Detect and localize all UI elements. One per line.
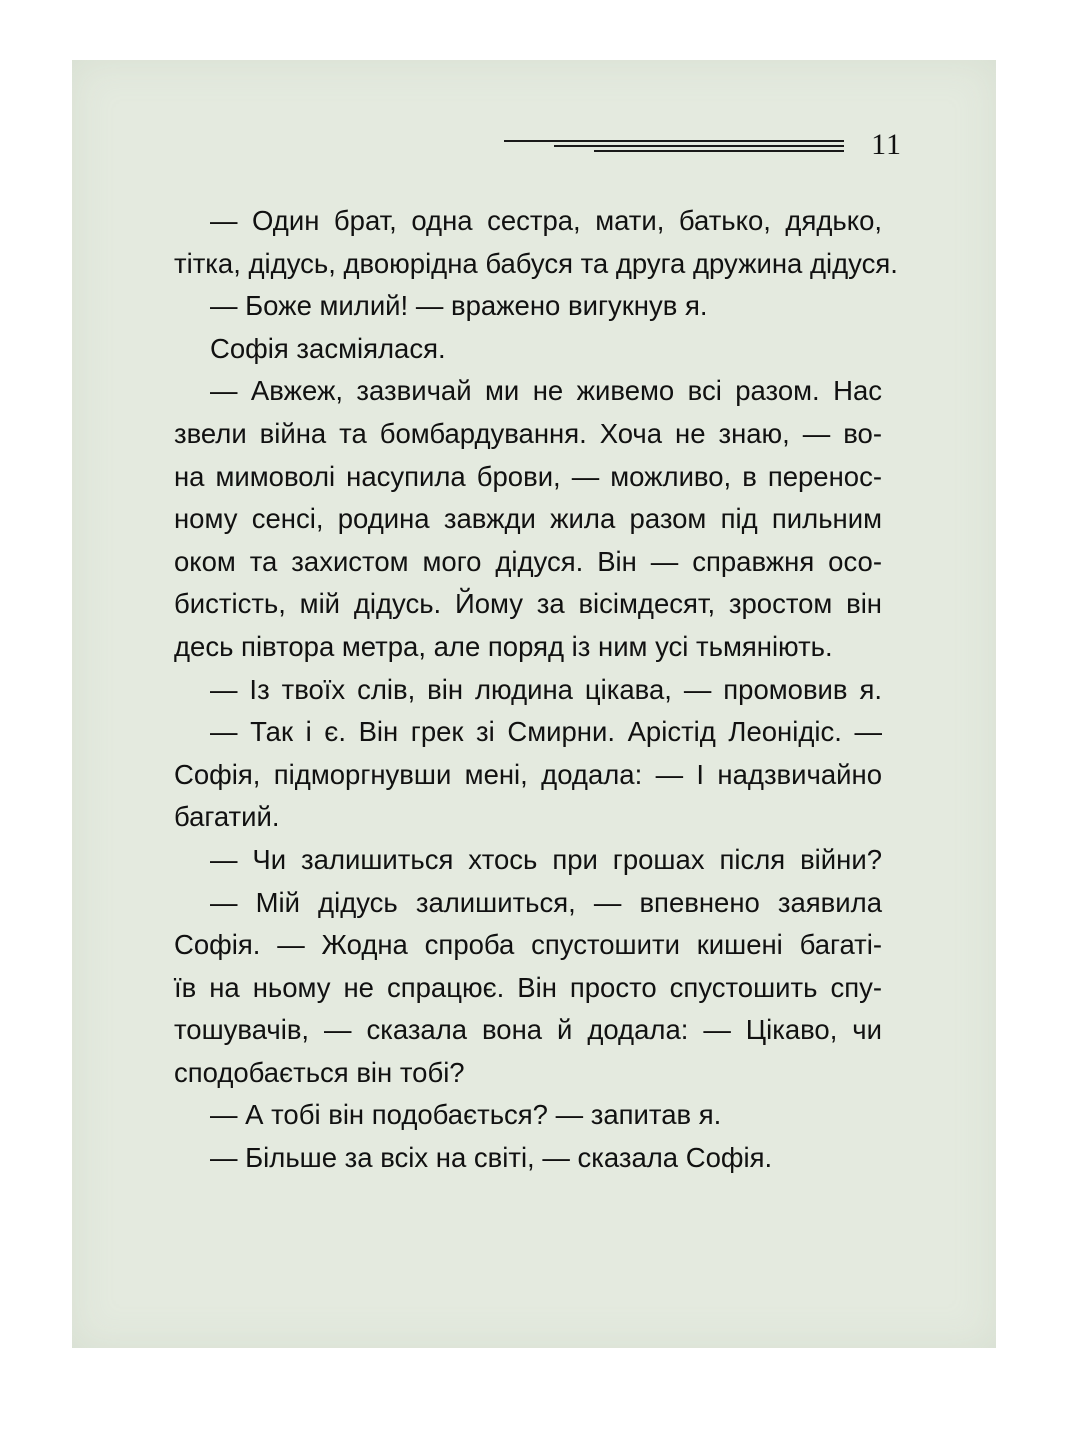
text-line: — Чи залишиться хтось при грошах після війни? bbox=[210, 843, 882, 875]
text-line: — А тобі він подобається? — запитав я. bbox=[210, 1099, 722, 1131]
text-line: Софія, підморгнувши мені, додала: — І надзвичайно bbox=[174, 758, 882, 790]
text-line: — Один брат, одна сестра, мати, батько, дядько, bbox=[210, 205, 882, 236]
text-line: їв на ньому не спрацює. Він просто спустошить спу- bbox=[174, 971, 882, 1003]
text-line: — Більше за всіх на світі, — сказала Софія. bbox=[210, 1142, 773, 1174]
text-line: бистість, мій дідусь. Йому за вісімдесят, зростом він bbox=[174, 588, 882, 620]
page-number: 11 bbox=[871, 128, 902, 161]
text-line: сподобається він тобі? bbox=[174, 1056, 465, 1088]
header-rule bbox=[554, 145, 844, 147]
text-line: Софія засміялася. bbox=[210, 332, 446, 364]
text-line: на мимоволі насупила брови, — можливо, в перенос- bbox=[174, 460, 882, 492]
text-line: звели війна та бомбардування. Хоча не знаю, — во- bbox=[174, 417, 882, 449]
text-line: Софія. — Жодна спроба спустошити кишені багаті- bbox=[174, 929, 882, 961]
text-line: — Із твоїх слів, він людина цікава, — промовив я. bbox=[210, 673, 882, 705]
running-header bbox=[494, 128, 902, 161]
text-line: багатий. bbox=[174, 801, 280, 833]
text-line: — Авжеж, зазвичай ми не живемо всі разом. Нас bbox=[210, 375, 882, 407]
body-text bbox=[174, 200, 898, 1180]
text-line: оком та захистом мого дідуся. Він — справжня осо- bbox=[174, 545, 882, 577]
text-line: тітка, дідусь, двоюрідна бабуся та друга дружина дідуся. bbox=[174, 247, 898, 279]
header-rule bbox=[594, 150, 844, 152]
text-line: — Так і є. Він грек зі Смирни. Арістід Леонідіс. — bbox=[210, 716, 882, 748]
text-line: тошувачів, — сказала вона й додала: — Цікаво, чи bbox=[174, 1014, 882, 1046]
text-line: ному сенсі, родина завжди жила разом під пильним bbox=[174, 503, 882, 535]
text-line: десь півтора метра, але поряд із ним усі тьмяніють. bbox=[174, 630, 833, 662]
book-page bbox=[72, 60, 996, 1348]
header-rule bbox=[504, 140, 844, 142]
text-line: — Мій дідусь залишиться, — впевнено заявила bbox=[210, 886, 882, 918]
text-line: — Боже милий! — вражено вигукнув я. bbox=[210, 290, 708, 322]
